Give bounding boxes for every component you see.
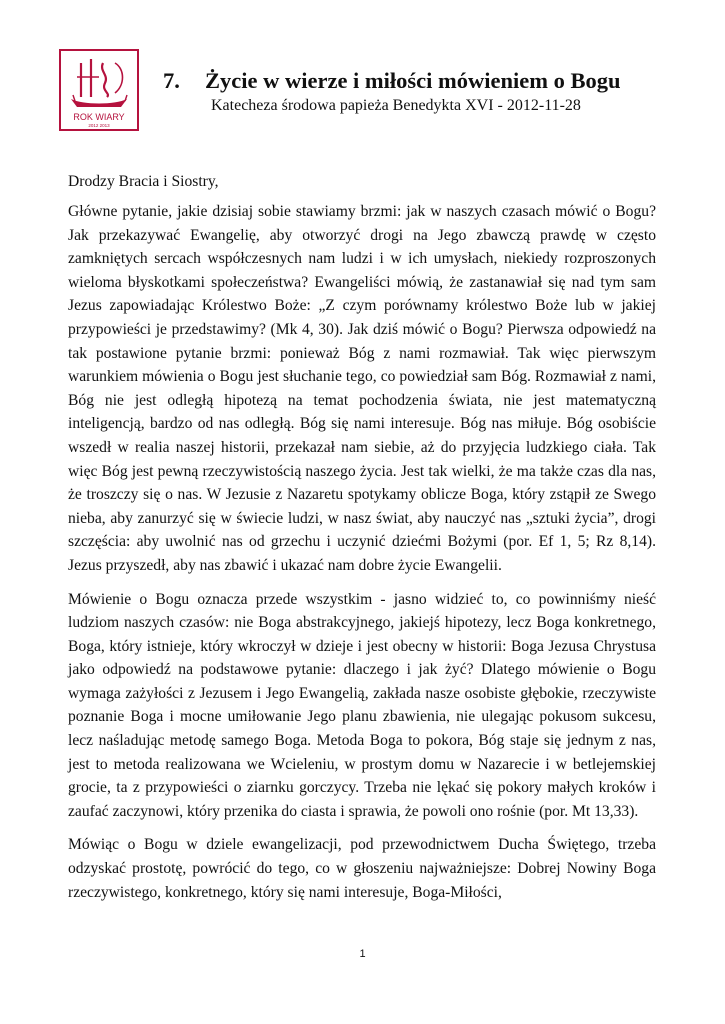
chapter-number: 7.	[163, 68, 180, 93]
year-of-faith-logo	[59, 49, 139, 131]
page-title	[163, 68, 703, 94]
page-subtitle: Katecheza środowa papieża Benedykta XVI - 2012-11-28	[211, 97, 581, 114]
paragraph-3: Mówiąc o Bogu w dziele ewangelizacji, pod przewodnictwem Ducha Świętego, trzeba odzyskać prostotę, powrócić do tego, co w głoszeniu najważniejsze: Dobrej Nowiny Boga rzeczywistego, konkretnego, który się nami interesuje, Boga-Miłości,	[68, 836, 656, 901]
paragraph-2: Mówienie o Bogu oznacza przede wszystkim - jasno widzieć to, co powinniśmy nieść ludziom naszych czasów: nie Boga abstrakcyjnego, jakiejś hipotezy, lecz Boga konkretnego, Boga, który istnieje, który wkroczył w dzieje i jest obecny w historii: Boga Jezusa Chrystusa jako odpowiedź na podstawowe pytanie: dlaczego i jak żyć? Dlatego mówienie o Bogu wymaga zażyłości z Jezusem i Jego Ewangelią, zakłada nasze osobiste głębokie, rzeczywiste poznanie Boga i mocne umiłowanie Jego planu zbawienia, nie ulegając pokusom sukcesu, lecz naśladując metodę samego Boga. Metoda Boga to pokora, Bóg staje się jednym z nas, jest to metoda realizowana we Wcieleniu, w prostym domu w Nazarecie i w betlejemskiej grocie, ta z przypowieści o ziarnku gorczycy. Trzeba nie lękać się pokory małych kroków i zaufać zaczynowi, który przenika do ciasta i sprawia, że powoli ono rośnie (por. Mt 13,33).	[68, 590, 656, 820]
title-text: Życie w wierze i miłości mówieniem o Bogu	[205, 68, 621, 93]
logo-text: ROK WIARY	[73, 112, 125, 122]
year-of-faith-logo-graphic	[59, 49, 139, 131]
paragraph-1: Główne pytanie, jakie dzisiaj sobie stawiamy brzmi: jak w naszych czasach mówić o Bogu? Jak przekazywać Ewangelię, aby otworzyć drogi na Jego zbawczą prawdę w często zamkniętych sercach współczesnych nam ludzi i w ich umysłach, niekiedy rozproszonych wieloma błyskotkami społeczeństwa? Ewangeliści mówią, że zastanawiał się nad tym sam Jezus zapowiadając Królestwo Boże: „Z czym porównamy królestwo Boże lub w jakiej przypowieści je przedstawimy? (Mk 4, 30). Jak dziś mówić o Bogu? Pierwsza odpowiedź na tak postawione pytanie brzmi: ponieważ Bóg z nami rozmawiał. Tak więc pierwszym warunkiem mówienia o Bogu jest słuchanie tego, co powiedział sam Bóg. Rozmawiał z nami, Bóg nie jest odległą hipotezą na temat pochodzenia świata, nie jest matematyczną inteligencją, bardzo od nas odległą. Bóg się nami interesuje. Bóg nas miłuje. Bóg osobiście wszedł w realia naszej historii, przekazał nam siebie, aż do przyjęcia ludzkiego ciała. Tak więc Bóg jest pewną rzeczywistością naszego życia. Jest tak wielki, że ma także czas dla nas, że troszczy się o nas. W Jezusie z Nazaretu spotykamy oblicze Boga, który zstąpił ze Swego nieba, aby zanurzyć się w świecie ludzi, w nasz świat, aby nauczyć nas „sztuki życia”, drogi szczęścia: aby uwolnić nas od grzechu i uczynić dziećmi Bożymi (por. Ef 1, 5; Rz 8,14). Jezus przyszedł, aby nas zbawić i ukazać nam dobre życie Ewangelii.	[68, 203, 656, 574]
page-number: 1	[359, 948, 366, 960]
logo-years: 2012 2013	[88, 123, 110, 128]
greeting: Drodzy Bracia i Siostry,	[68, 173, 219, 190]
document-body	[68, 171, 656, 914]
